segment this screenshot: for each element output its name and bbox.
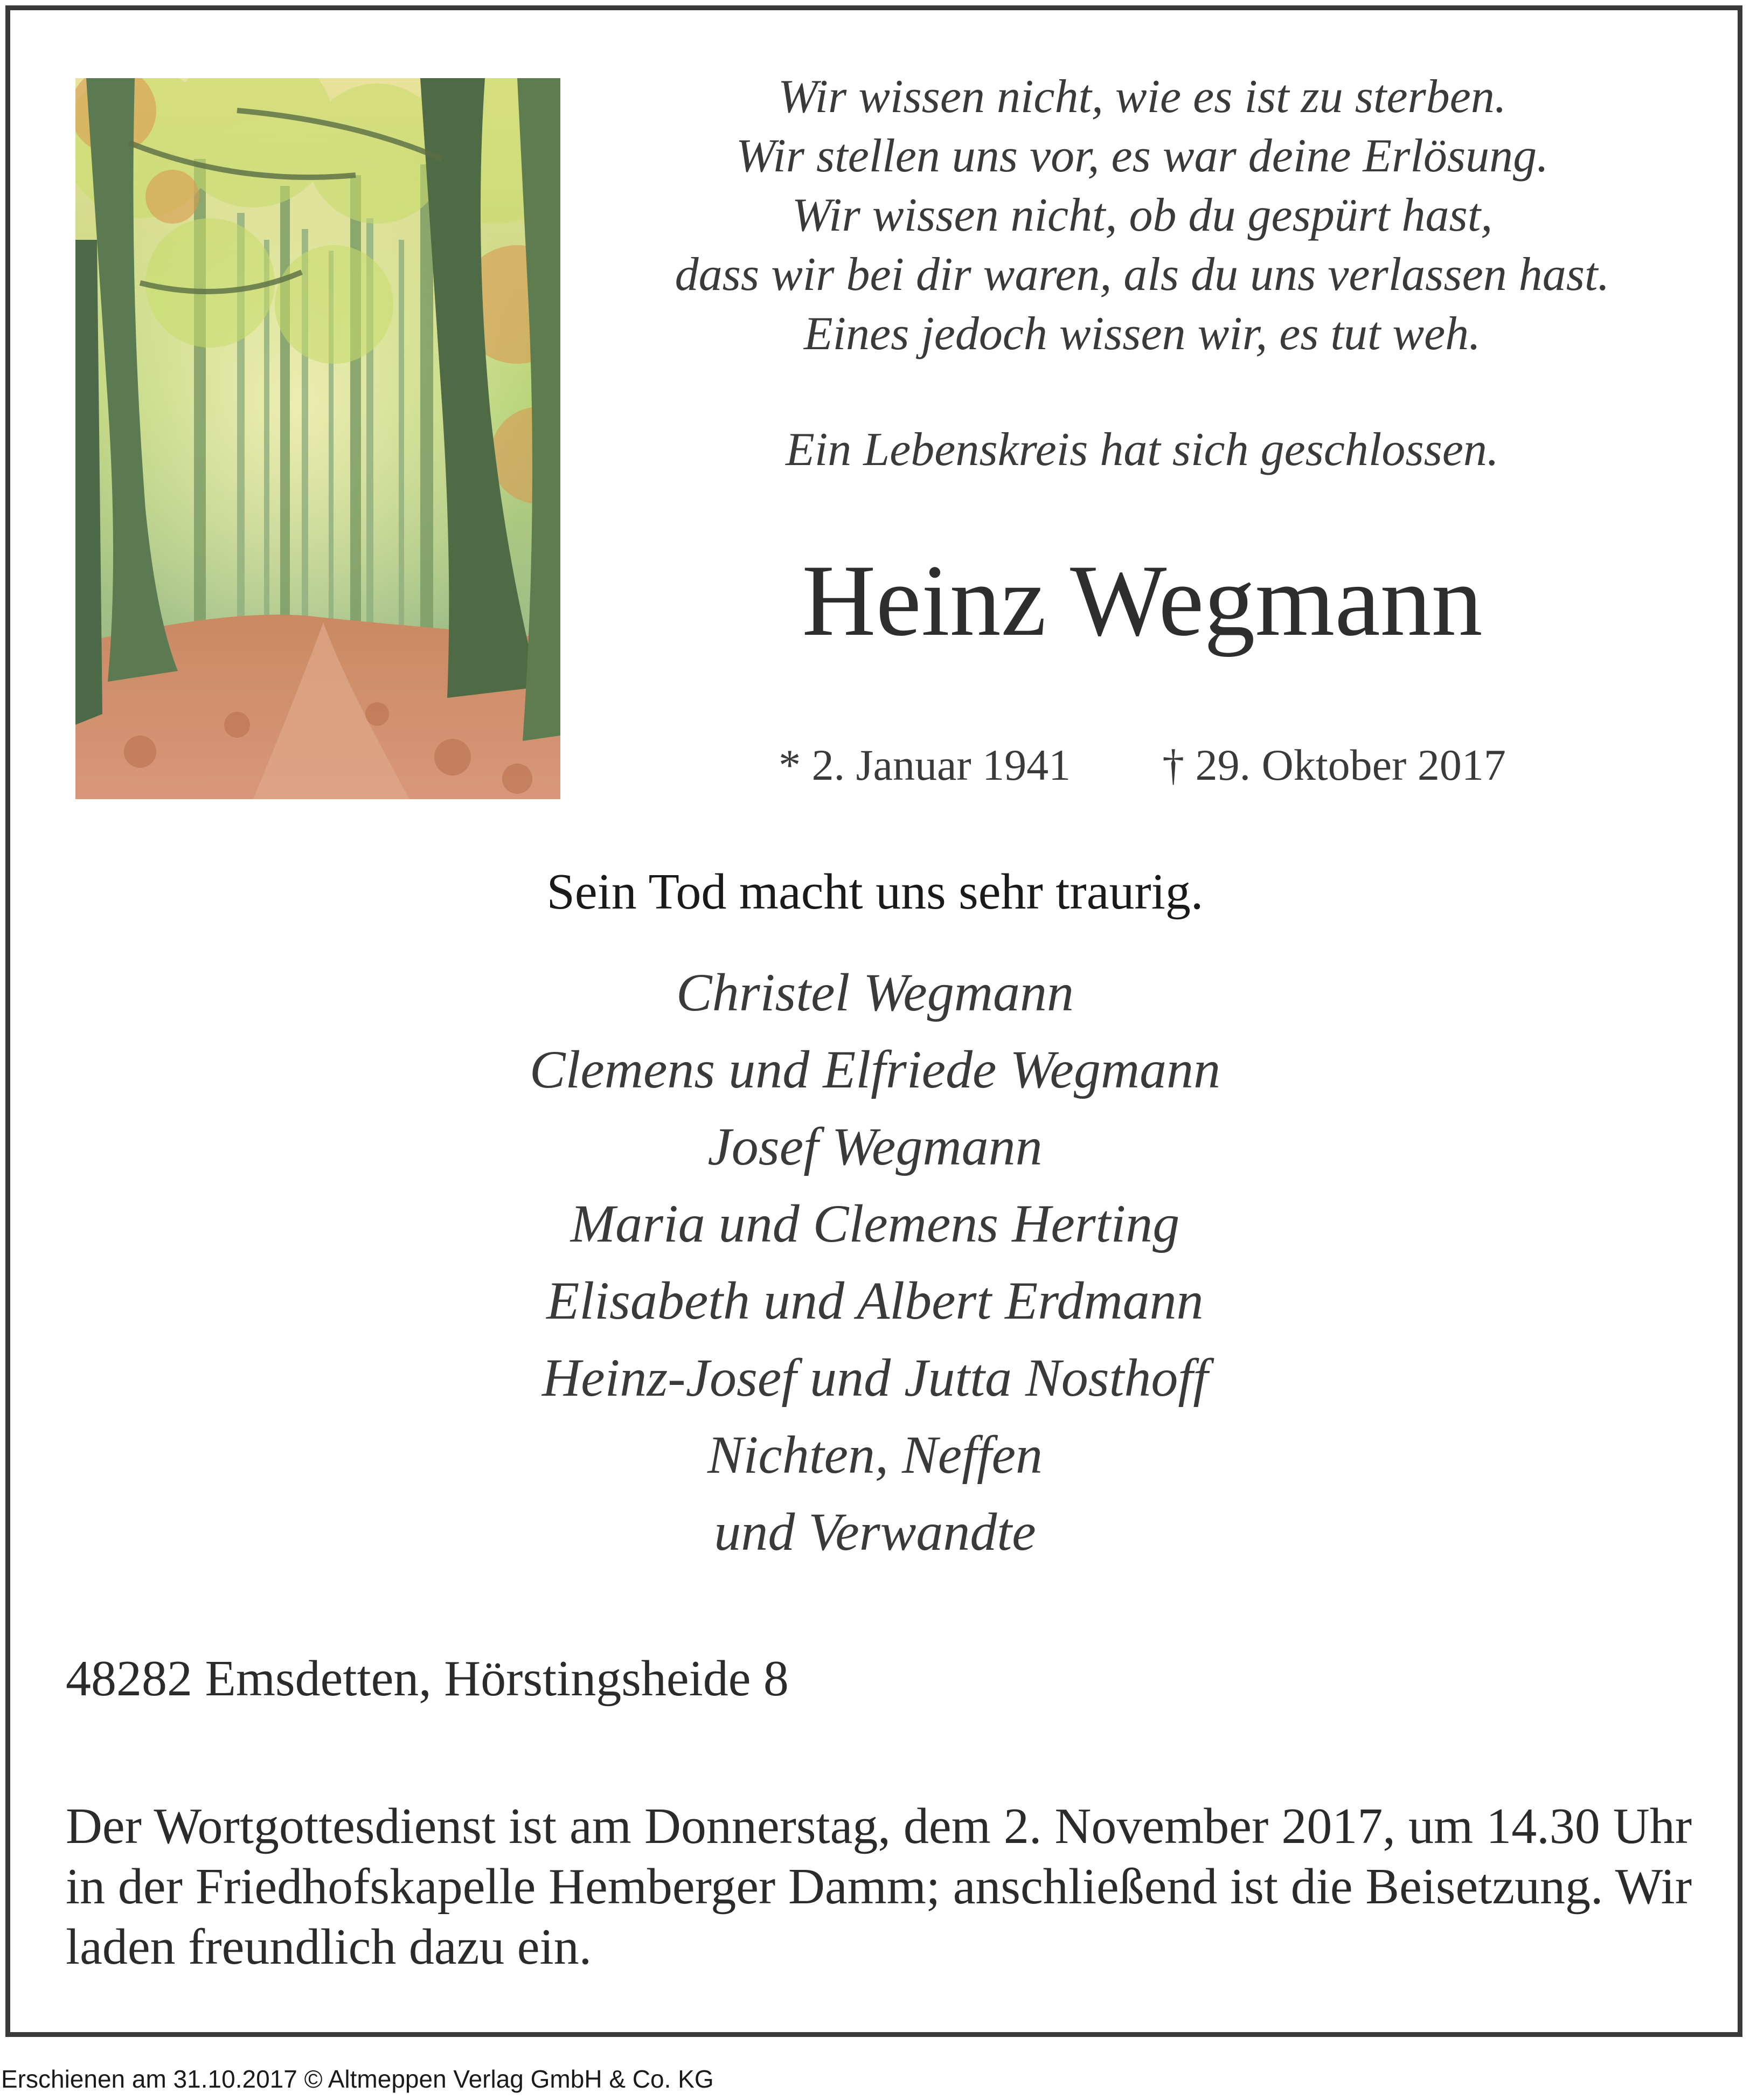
mourners-list bbox=[0, 954, 1750, 1570]
mourner: Clemens und Elfriede Wegmann bbox=[529, 1039, 1221, 1099]
service-info: Der Wortgottesdienst ist am Donnerstag, dem 2. November 2017, um 14.30 Uhr in der Friedhofskapelle Hemberger Damm; anschließend ist die Beisetzung. Wir laden freundlich dazu ein. bbox=[66, 1798, 1692, 1975]
mourner: Nichten, Neffen bbox=[707, 1425, 1043, 1485]
publication-footer: Erschienen am 31.10.2017 © Altmeppen Verlag GmbH & Co. KG bbox=[1, 2065, 714, 2093]
poem-closing: Ein Lebenskreis hat sich geschlossen. bbox=[786, 424, 1499, 476]
mourner: Maria und Clemens Herting bbox=[570, 1194, 1180, 1253]
mourner: Heinz-Josef und Jutta Nosthoff bbox=[542, 1348, 1208, 1408]
life-dates bbox=[582, 736, 1703, 795]
address: 48282 Emsdetten, Hörstingsheide 8 bbox=[66, 1651, 789, 1707]
poem-line: Wir stellen uns vor, es war deine Erlösung. bbox=[735, 130, 1549, 182]
poem bbox=[582, 67, 1703, 364]
statement: Sein Tod macht uns sehr traurig. bbox=[546, 864, 1204, 920]
mourner: und Verwandte bbox=[714, 1502, 1036, 1562]
mourner: Christel Wegmann bbox=[676, 962, 1074, 1022]
poem-line: dass wir bei dir waren, als du uns verlassen hast. bbox=[675, 248, 1610, 301]
poem-line: Wir wissen nicht, ob du gespürt hast, bbox=[791, 189, 1493, 241]
death-date: † 29. Oktober 2017 bbox=[1162, 740, 1506, 789]
birth-date: * 2. Januar 1941 bbox=[779, 740, 1071, 789]
poem-line: Wir wissen nicht, wie es ist zu sterben. bbox=[778, 71, 1506, 123]
mourner: Josef Wegmann bbox=[707, 1117, 1043, 1176]
mourner: Elisabeth und Albert Erdmann bbox=[546, 1271, 1204, 1330]
forest-path-icon bbox=[75, 78, 560, 799]
poem-line: Eines jedoch wissen wir, es tut weh. bbox=[803, 308, 1481, 360]
deceased-name: Heinz Wegmann bbox=[802, 544, 1483, 657]
forest-photo bbox=[75, 78, 560, 799]
